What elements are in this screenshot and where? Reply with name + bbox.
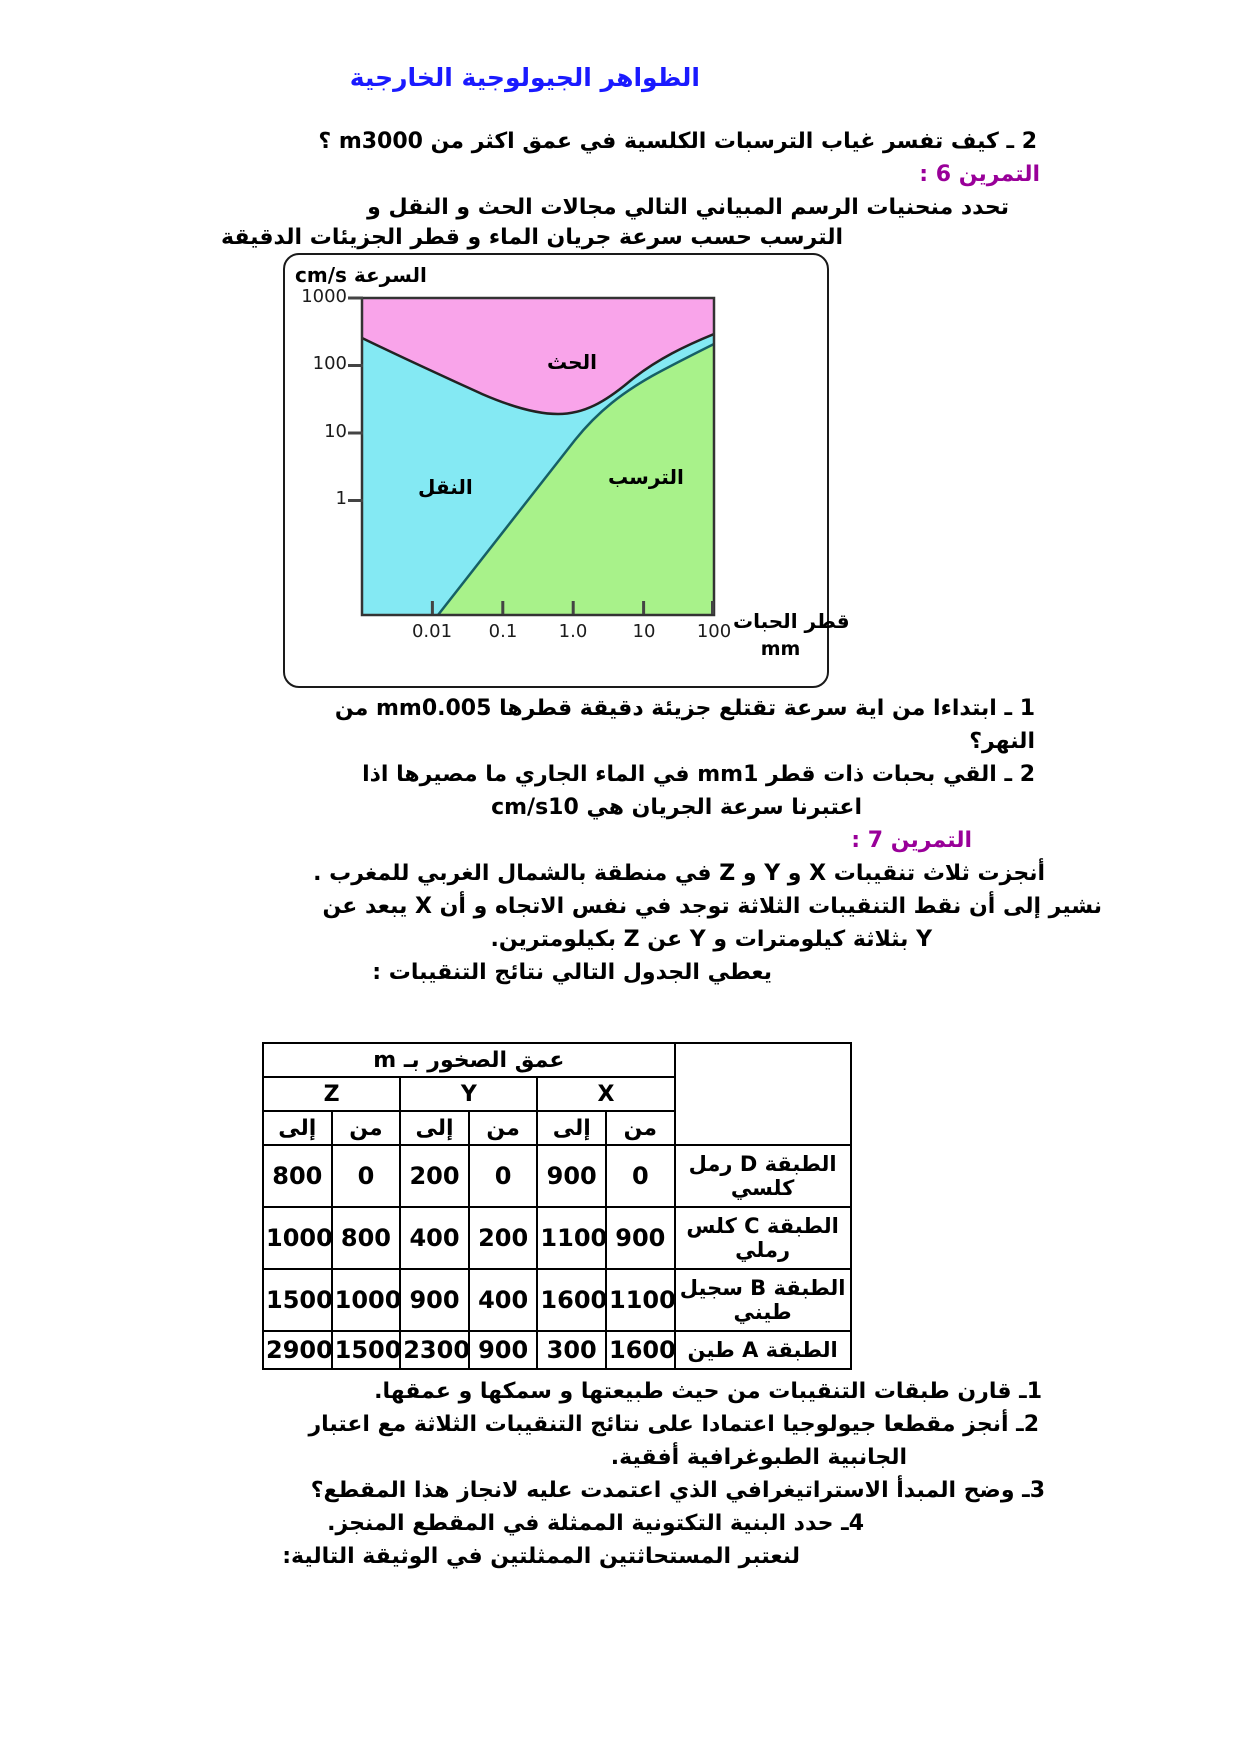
cell-z-to: 1000 [263, 1207, 332, 1269]
y-axis-title: السرعة cm/s [295, 263, 427, 287]
cell-z-to: 1500 [263, 1269, 332, 1331]
borehole-results-table [262, 1042, 852, 1370]
ex6-intro-line2: الترسب حسب سرعة جريان الماء و قطر الجزيئات الدقيقة [220, 225, 843, 250]
table-corner-cell [675, 1043, 851, 1145]
cell-y-to: 400 [400, 1207, 469, 1269]
cell-x-from: 900 [606, 1207, 675, 1269]
final-q1: 1ـ قارن طبقات التنقيبات من حيث طبيعتها و سمكها و عمقها. [374, 1379, 1042, 1404]
ex6-heading: التمرين 6 : [919, 162, 1040, 187]
borehole-z-header: Z [263, 1077, 400, 1111]
x-tick-10: 10 [632, 621, 656, 642]
final-q4: 4ـ حدد البنية التكتونية الممثلة في المقطع المنجز. [327, 1511, 864, 1536]
hjulstrom-chart [283, 253, 850, 688]
closing-line: لنعتبر المستحاثتين الممثلتين في الوثيقة التالية: [282, 1544, 800, 1569]
cell-y-to: 900 [400, 1269, 469, 1331]
layer-name: الطبقة A طين [675, 1331, 851, 1369]
x-tick-100: 100 [696, 621, 732, 642]
cell-x-from: 0 [606, 1145, 675, 1207]
table-row-layer-d [263, 1145, 851, 1207]
ex6-intro-line1: تحدد منحنيات الرسم المبياني التالي مجالات الحث و النقل و [367, 195, 1009, 220]
cell-z-to: 800 [263, 1145, 332, 1207]
ex7-intro-line2: نشير إلى أن نقط التنقيبات الثلاثة توجد في نفس الاتجاه و أن X يبعد عن [322, 894, 1102, 919]
cell-z-from: 800 [332, 1207, 401, 1269]
zone-label-transport: النقل [418, 475, 473, 499]
x-tick-1.0: 1.0 [558, 621, 588, 642]
ex6-q1-line1: 1 ـ ابتداءا من اية سرعة تقتلع جزيئة دقيقة قطرها mm0.005 من [334, 696, 1035, 721]
table-row-layer-b [263, 1269, 851, 1331]
x-from-label: من [606, 1111, 675, 1145]
final-q3: 3ـ وضح المبدأ الاستراتيغرافي الذي اعتمدت عليه لانجاز هذا المقطع؟ [310, 1478, 1045, 1503]
cell-y-from: 200 [469, 1207, 538, 1269]
z-to-label: إلى [263, 1111, 332, 1145]
page-title: الظواهر الجيولوجية الخارجية [349, 63, 700, 92]
ex7-intro-line1: أنجزت ثلاث تنقيبات X و Y و Z في منطقة بالشمال الغربي للمغرب . [313, 861, 1045, 886]
cell-x-to: 900 [537, 1145, 606, 1207]
y-from-label: من [469, 1111, 538, 1145]
cell-x-from: 1600 [606, 1331, 675, 1369]
cell-y-from: 0 [469, 1145, 538, 1207]
ex6-q2-line2: اعتبرنا سرعة الجريان هي cm/s10 [491, 795, 862, 820]
depth-header-cell: عمق الصخور بـ m [263, 1043, 675, 1077]
table-row-layer-a [263, 1331, 851, 1369]
cell-z-from: 1500 [332, 1331, 401, 1369]
y-to-label: إلى [400, 1111, 469, 1145]
ex7-heading: التمرين 7 : [851, 828, 972, 853]
x-axis-title: قطر الحبات [733, 609, 850, 633]
chart-zones [362, 298, 714, 615]
ex6-q1-line2: النهر؟ [969, 729, 1035, 754]
y-tick-10: 10 [324, 421, 347, 442]
cell-y-from: 900 [469, 1331, 538, 1369]
cell-z-from: 0 [332, 1145, 401, 1207]
cell-y-to: 2300 [400, 1331, 469, 1369]
ex6-question2: 2 ـ كيف تفسر غياب الترسبات الكلسية في عمق اكثر من m3000 ؟ [318, 129, 1037, 154]
table-row-layer-c [263, 1207, 851, 1269]
ex6-q2-line1: 2 ـ القي بحبات ذات قطر mm1 في الماء الجاري ما مصيرها اذا [362, 762, 1035, 787]
layer-name: الطبقة C كلس رملي [675, 1207, 851, 1269]
borehole-y-header: Y [400, 1077, 537, 1111]
cell-z-to: 2900 [263, 1331, 332, 1369]
ex7-intro-line3: Y بثلاثة كيلومترات و Y عن Z بكيلومترين. [490, 927, 932, 952]
cell-x-from: 1100 [606, 1269, 675, 1331]
layer-name: الطبقة D رمل كلسي [675, 1145, 851, 1207]
cell-x-to: 1100 [537, 1207, 606, 1269]
y-tick-1: 1 [335, 488, 347, 509]
borehole-x-header: X [537, 1077, 674, 1111]
zone-label-sedimentation: الترسب [608, 465, 684, 489]
x-tick-0.01: 0.01 [411, 621, 453, 642]
y-tick-1000: 1000 [301, 286, 347, 307]
ex7-table-caption: يعطي الجدول التالي نتائج التنقيبات : [372, 960, 772, 985]
cell-y-from: 400 [469, 1269, 538, 1331]
x-axis-unit: mm [760, 638, 801, 660]
y-tick-100: 100 [312, 353, 347, 374]
cell-x-to: 300 [537, 1331, 606, 1369]
cell-y-to: 200 [400, 1145, 469, 1207]
layer-name: الطبقة B سجيل طيني [675, 1269, 851, 1331]
final-q2a: 2ـ أنجز مقطعا جيولوجيا اعتمادا على نتائج التنقيبات الثلاثة مع اعتبار [308, 1412, 1039, 1437]
final-q2b: الجانبية الطبوغرافية أفقية. [610, 1445, 907, 1470]
x-tick-0.1: 0.1 [488, 621, 518, 642]
x-to-label: إلى [537, 1111, 606, 1145]
cell-x-to: 1600 [537, 1269, 606, 1331]
cell-z-from: 1000 [332, 1269, 401, 1331]
zone-label-erosion: الحث [547, 350, 597, 374]
z-from-label: من [332, 1111, 401, 1145]
